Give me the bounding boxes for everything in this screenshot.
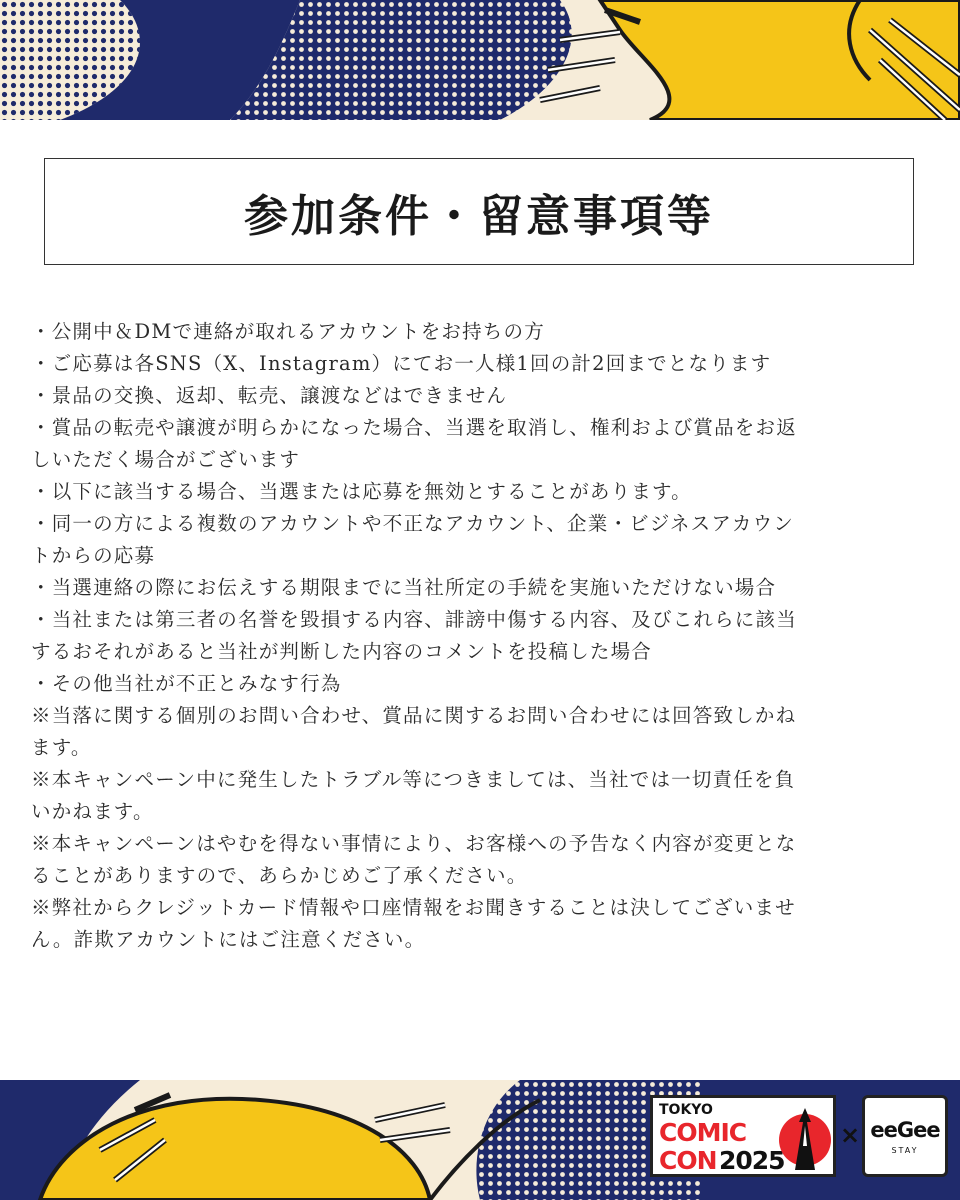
- text-line: ることがありますので、あらかじめご了承ください。: [31, 864, 528, 887]
- tokyo-comic-con-logo: [650, 1095, 836, 1177]
- eegee-name-text: eeGee: [870, 1118, 940, 1142]
- conditions-text: [31, 316, 926, 956]
- text-line: ・賞品の転売や譲渡が明らかになった場合、当選を取消し、権利および賞品をお返: [31, 416, 797, 439]
- text-line: ※弊社からクレジットカード情報や口座情報をお聞きすることは決してございませ: [31, 896, 796, 919]
- text-line: いかねます。: [31, 800, 154, 823]
- text-line: ん。詐欺アカウントにはご注意ください。: [31, 928, 426, 951]
- text-line: トからの応募: [31, 544, 156, 567]
- text-line: しいただく場合がございます: [31, 448, 301, 471]
- text-line: ・当社または第三者の名誉を毀損する内容、誹謗中傷する内容、及びこれらに該当: [31, 608, 797, 631]
- text-line: するおそれがあると当社が判断した内容のコメントを投稿した場合: [31, 640, 653, 663]
- text-line: ・景品の交換、返却、転売、譲渡などはできません: [31, 384, 508, 407]
- page-title: 参加条件・留意事項等: [244, 190, 714, 242]
- text-line: ・その他当社が不正とみなす行為: [31, 672, 342, 695]
- text-line: ・公開中＆DMで連絡が取れるアカウントをお持ちの方: [31, 320, 545, 343]
- logo-tokyo-text: TOKYO: [659, 1102, 713, 1118]
- text-line: ・当選連絡の際にお伝えする期限までに当社所定の手続を実施いただけない場合: [31, 576, 777, 599]
- text-line: ・以下に該当する場合、当選または応募を無効とすることがあります。: [31, 480, 692, 503]
- title-box: [44, 158, 914, 265]
- sponsor-logos: [650, 1093, 950, 1183]
- logo-comic-text: COMIC: [659, 1118, 747, 1147]
- comic-burst-illustration-top: [0, 0, 960, 120]
- logo-con-text: CON: [659, 1146, 717, 1175]
- comic-con-emblem-icon: [777, 1106, 833, 1172]
- collab-separator: ×: [840, 1121, 861, 1149]
- text-line: ※本キャンペーン中に発生したトラブル等につきましては、当社では一切責任を負: [31, 768, 796, 791]
- logo-year-text: 2025: [719, 1146, 785, 1175]
- text-line: ※本キャンペーンはやむを得ない事情により、お客様への予告なく内容が変更とな: [31, 832, 797, 855]
- text-line: ・ご応募は各SNS（X、Instagram）にてお一人様1回の計2回までとなります: [31, 352, 772, 375]
- text-line: ます。: [31, 736, 92, 759]
- text-line: ・同一の方による複数のアカウントや不正なアカウント、企業・ビジネスアカウン: [31, 512, 794, 535]
- eegee-stay-text: STAY: [891, 1146, 919, 1155]
- text-line: ※当落に関する個別のお問い合わせ、賞品に関するお問い合わせには回答致しかね: [31, 704, 797, 727]
- eegee-stay-logo: [862, 1095, 948, 1177]
- top-decorative-banner: [0, 0, 960, 120]
